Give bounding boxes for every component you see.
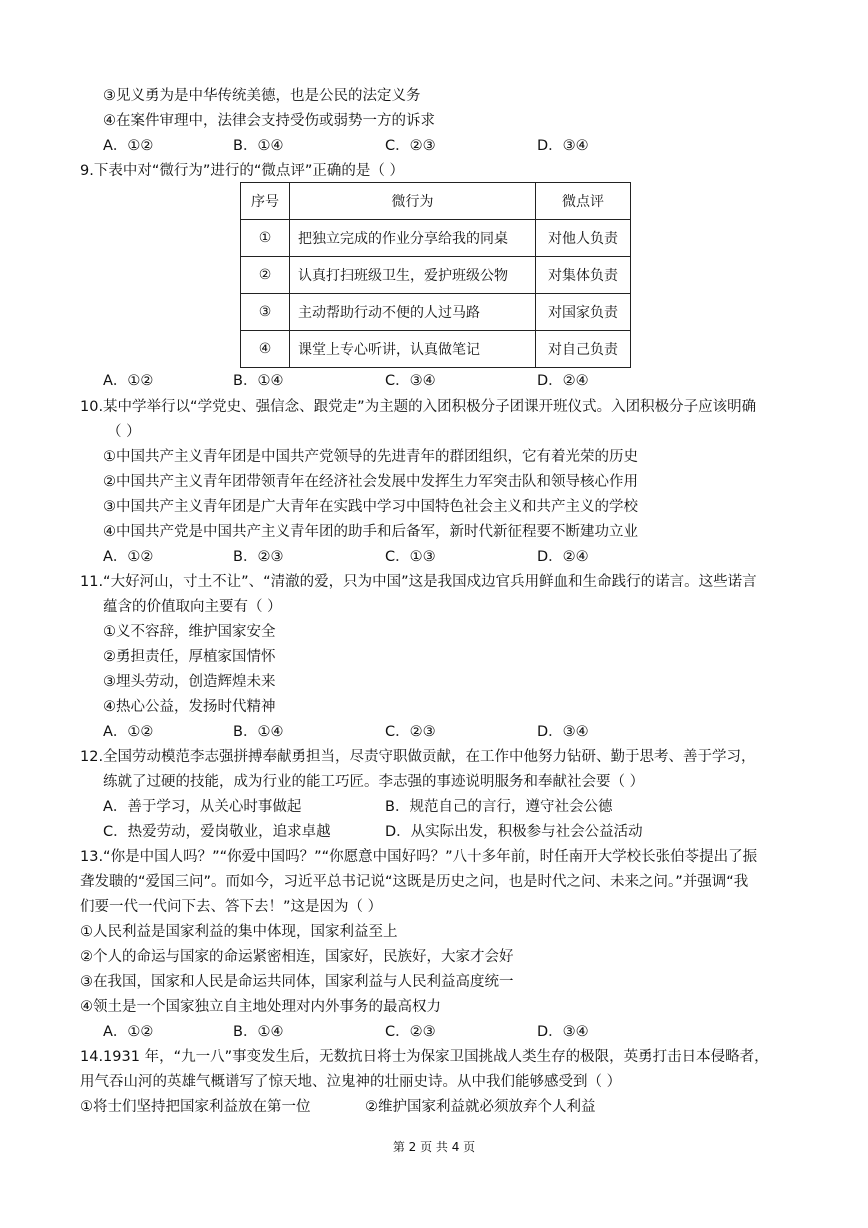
q9-option-a: A．①② bbox=[103, 373, 154, 389]
q10-item-3: ③中国共产主义青年团是广大青年在实践中学习中国特色社会主义和共产主义的学校 bbox=[103, 499, 638, 515]
q10-stem-line1: 10.某中学举行以“学党史、强信念、跟党走”为主题的入团积极分子团课开班仪式。入团积极分子应该明确 bbox=[80, 399, 757, 415]
table-cell: 对集体负责 bbox=[536, 257, 631, 294]
table-cell: 对自己负责 bbox=[536, 331, 631, 368]
table-row bbox=[241, 220, 631, 257]
q10-option-c: C．①③ bbox=[385, 549, 436, 565]
q11-stem-line2: 蕴含的价值取向主要有（ ） bbox=[103, 599, 282, 615]
table-cell: 主动帮助行动不便的人过马路 bbox=[290, 294, 536, 331]
q12-option-b: B．规范自己的言行，遵守社会公德 bbox=[385, 799, 613, 815]
q14-item-1: ①将士们坚持把国家利益放在第一位 bbox=[80, 1099, 311, 1115]
q11-option-a: A．①② bbox=[103, 724, 154, 740]
table-cell: ① bbox=[241, 220, 290, 257]
q11-item-1: ①义不容辞，维护国家安全 bbox=[103, 624, 276, 640]
q11-option-d: D．③④ bbox=[537, 724, 589, 740]
q13-stem-line2: 聋发聩的“爱国三问”。而如今，习近平总书记说“这既是历史之问，也是时代之问、未来之问。”并强调“我 bbox=[80, 874, 749, 890]
q9-stem: 9.下表中对“微行为”进行的“微点评”正确的是（ ） bbox=[80, 163, 404, 179]
q11-item-4: ④热心公益，发扬时代精神 bbox=[103, 699, 276, 715]
table-row bbox=[241, 331, 631, 368]
q13-item-3: ③在我国，国家和人民是命运共同体，国家利益与人民利益高度统一 bbox=[80, 974, 514, 990]
q12-options-row2 bbox=[0, 822, 868, 842]
table-row bbox=[241, 257, 631, 294]
q8-item-4: ④在案件审理中，法律会支持受伤或弱势一方的诉求 bbox=[103, 113, 435, 129]
page-number-footer: 第 2 页 共 4 页 bbox=[392, 1140, 476, 1154]
q14-stem-line1: 14.1931 年，“九一八”事变发生后，无数抗日将士为保家卫国挑战人类生存的极限，英勇打击日本侵略者， bbox=[80, 1049, 769, 1065]
table-cell: 对国家负责 bbox=[536, 294, 631, 331]
q14-stem-line2: 用气吞山河的英雄气概谱写了惊天地、泣鬼神的壮丽史诗。从中我们能够感受到（ ） bbox=[80, 1074, 622, 1090]
q14-item-2: ②维护国家利益就必须放弃个人利益 bbox=[365, 1099, 596, 1115]
q10-item-2: ②中国共产主义青年团带领青年在经济社会发展中发挥生力军突击队和领导核心作用 bbox=[103, 474, 638, 490]
q12-option-c: C．热爱劳动，爱岗敬业，追求卓越 bbox=[103, 824, 331, 840]
q10-options bbox=[0, 547, 868, 567]
q13-item-1: ①人民利益是国家利益的集中体现，国家利益至上 bbox=[80, 924, 398, 940]
table-cell: ④ bbox=[241, 331, 290, 368]
table-header-cell: 微点评 bbox=[536, 183, 631, 220]
q8-option-d: D．③④ bbox=[537, 138, 589, 154]
q11-stem-line1: 11.“大好河山，寸土不让”、“清澈的爱，只为中国”这是我国戍边官兵用鲜血和生命践行的诺言。这些诺言 bbox=[80, 574, 757, 590]
q10-item-1: ①中国共产主义青年团是中国共产党领导的先进青年的群团组织，它有着光荣的历史 bbox=[103, 449, 638, 465]
q13-option-b: B．①④ bbox=[233, 1024, 284, 1040]
table-header-cell: 序号 bbox=[241, 183, 290, 220]
q13-option-c: C．②③ bbox=[385, 1024, 436, 1040]
q13-options bbox=[0, 1022, 868, 1042]
q13-stem-line1: 13.“你是中国人吗？”“你爱中国吗？”“你愿意中国好吗？”八十多年前，时任南开大学校长张伯苓提出了振 bbox=[80, 849, 758, 865]
q12-options-row1 bbox=[0, 797, 868, 817]
q13-option-a: A．①② bbox=[103, 1024, 154, 1040]
q12-stem-line1: 12.全国劳动模范李志强拼搏奉献勇担当，尽责守职做贡献，在工作中他努力钻研、勤于思考、善于学习， bbox=[80, 749, 756, 765]
table-cell: ③ bbox=[241, 294, 290, 331]
q9-option-d: D．②④ bbox=[537, 373, 589, 389]
q12-option-a: A．善于学习，从关心时事做起 bbox=[103, 799, 302, 815]
table-header-cell: 微行为 bbox=[290, 183, 536, 220]
table-cell: 认真打扫班级卫生，爱护班级公物 bbox=[290, 257, 536, 294]
q10-item-4: ④中国共产党是中国共产主义青年团的助手和后备军，新时代新征程要不断建功立业 bbox=[103, 524, 638, 540]
q9-option-c: C．③④ bbox=[385, 373, 436, 389]
q10-stem-line2: （ ） bbox=[107, 424, 141, 440]
q11-item-2: ②勇担责任，厚植家国情怀 bbox=[103, 649, 276, 665]
q14-items bbox=[0, 1097, 868, 1117]
q9-options bbox=[0, 371, 868, 391]
q12-stem-line2: 练就了过硬的技能，成为行业的能工巧匠。李志强的事迹说明服务和奉献社会要（ ） bbox=[103, 774, 645, 790]
q13-item-2: ②个人的命运与国家的命运紧密相连，国家好，民族好，大家才会好 bbox=[80, 949, 514, 965]
q11-options bbox=[0, 722, 868, 742]
q8-options bbox=[0, 136, 868, 156]
q10-option-a: A．①② bbox=[103, 549, 154, 565]
q11-option-b: B．①④ bbox=[233, 724, 284, 740]
table-cell: 对他人负责 bbox=[536, 220, 631, 257]
table-cell: 课堂上专心听讲，认真做笔记 bbox=[290, 331, 536, 368]
q10-option-d: D．②④ bbox=[537, 549, 589, 565]
q11-item-3: ③埋头劳动，创造辉煌未来 bbox=[103, 674, 276, 690]
table-cell: 把独立完成的作业分享给我的同桌 bbox=[290, 220, 536, 257]
q10-option-b: B．②③ bbox=[233, 549, 284, 565]
q8-option-b: B．①④ bbox=[233, 138, 284, 154]
q9-option-b: B．①④ bbox=[233, 373, 284, 389]
q13-stem-line3: 们要一代一代问下去、答下去！”这是因为（ ） bbox=[80, 899, 383, 915]
q8-item-3: ③见义勇为是中华传统美德，也是公民的法定义务 bbox=[103, 88, 421, 104]
q13-item-4: ④领土是一个国家独立自主地处理对内外事务的最高权力 bbox=[80, 999, 441, 1015]
table-header-row bbox=[241, 183, 631, 220]
q8-option-a: A．①② bbox=[103, 138, 154, 154]
table-cell: ② bbox=[241, 257, 290, 294]
q13-option-d: D．③④ bbox=[537, 1024, 589, 1040]
table-row bbox=[241, 294, 631, 331]
q9-table bbox=[240, 182, 631, 368]
q8-option-c: C．②③ bbox=[385, 138, 436, 154]
q12-option-d: D．从实际出发，积极参与社会公益活动 bbox=[385, 824, 643, 840]
q11-option-c: C．②③ bbox=[385, 724, 436, 740]
